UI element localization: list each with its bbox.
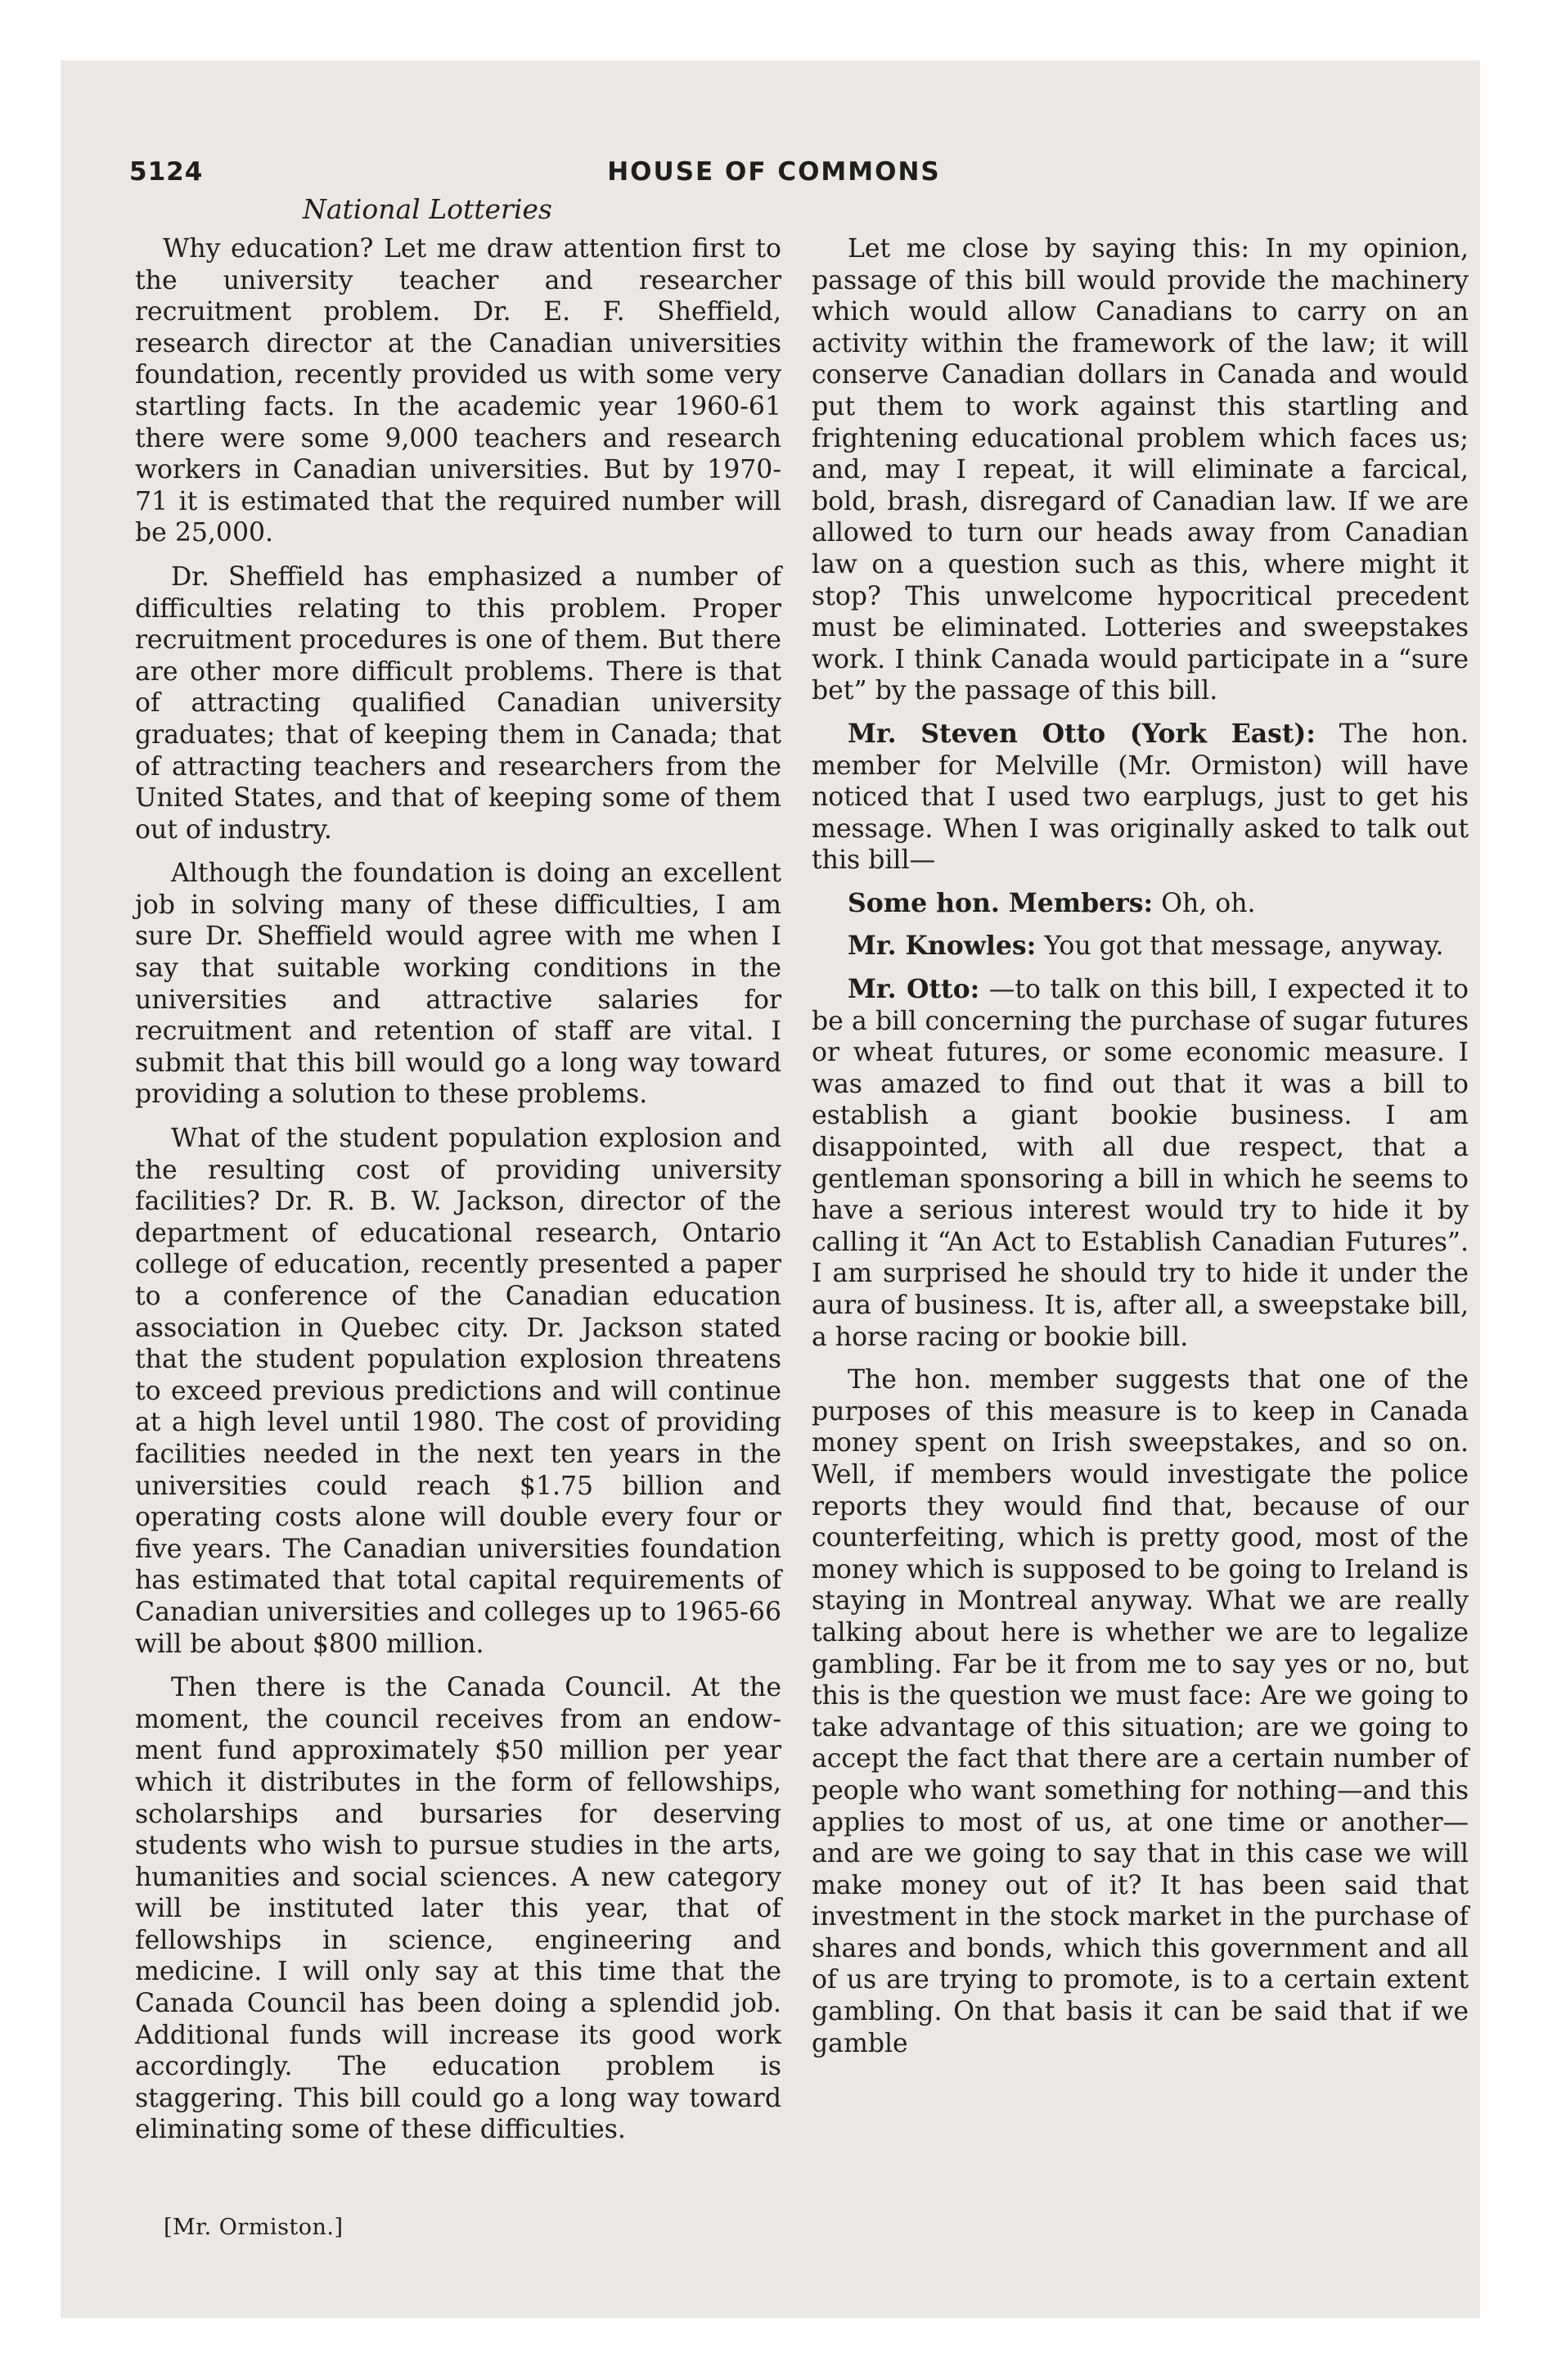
paragraph: Let me close by saying this: In my opinion, passage of this bill would provide the machinery which would allow Canadians to carry on an activity within the framework of the law; it will conserve Canadian dollars in Canada and would put them to work against this startling and frightening educational problem which faces us; and, may I repeat, it will eliminate a farcical, bold, brash, disregard of Canadian law. If we are allowed to turn our heads away from Canadian law on a question such as this, where might it stop? This unwelcome hypocritical precedent must be eliminated. Lotteries and sweepstakes work. I think Canada would participate in a “sure bet” by the passage of this bill.	[812, 234, 1469, 706]
paragraph: What of the student population explosion and the resulting cost of providing university facilities? Dr. R. B. W. Jackson, director of the department of educational research, Ontario college of education, recently presented a paper to a conference of the Canadian education association in Quebec city. Dr. Jackson stated that the student population explosion threatens to exceed previous predictions and will continue at a high level until 1980. The cost of providing facilities needed in the next ten years in the universities could reach $1.75 billion and operating costs alone will double every four or five years. The Canadian universities foundation has estimated that total capital requirements of Canadian universities and colleges up to 1965-66 will be about $800 million.	[135, 1124, 781, 1659]
speech-text: The hon. member for Melville (Mr. Ormiston) will have noticed that I used two earplugs, just to get his message. When I was originally asked to talk out this bill—	[812, 719, 1469, 876]
speech-paragraph	[812, 931, 1469, 962]
speech-paragraph	[812, 719, 1469, 877]
paragraph: Then there is the Canada Council. At the moment, the council receives from an endowment fund approximately $50 million per year which it distributes in the form of fellowships, scholarships and bursaries for deserving students who wish to pursue studies in the arts, humanities and social sciences. A new category will be instituted later this year, that of fellowships in science, engineering and medicine. I will only say at this time that the Canada Council has been doing a splendid job. Additional funds will increase its good work accordingly. The education problem is staggering. This bill could go a long way toward eliminating some of these difficulties.	[135, 1673, 781, 2145]
speech-paragraph	[812, 974, 1469, 1353]
left-column	[135, 233, 781, 2158]
paragraph: Why education? Let me draw attention first to the university teacher and researcher recruitment problem. Dr. E. F. Sheffield, research director at the Canadian universities foundation, recently provided us with some very startling facts. In the academic year 1960-61 there were some 9,000 teachers and research workers in Canadian universities. But by 1970-71 it is estimated that the required number will be 25,000.	[135, 234, 781, 548]
paragraph: Although the foundation is doing an excellent job in solving many of these difficulties, I am sure Dr. Sheffield would agree with me when I say that suitable working conditions in the universities and attractive salaries for recruitment and retention of staff are vital. I submit that this bill would go a long way toward providing a solution to these problems.	[135, 859, 781, 1110]
speech-text: You got that message, anyway.	[1044, 931, 1444, 962]
speaker-footer-tag: [Mr. Ormiston.]	[164, 2215, 344, 2240]
speaker-name: Mr. Knowles:	[848, 931, 1037, 962]
speaker-name: Mr. Otto:	[848, 974, 980, 1005]
paragraph: The hon. member suggests that one of the purposes of this measure is to keep in Canada money spent on Irish sweepstakes, and so on. Well, if members would investigate the police reports they would find that, because of our counterfeiting, which is pretty good, most of the money which is supposed to be going to Ireland is staying in Montreal anyway. What we are really talking about here is whether we are to legalize gambling. Far be it from me to say yes or no, but this is the question we must face: Are we going to take advantage of this situation; are we going to accept the fact that there are a certain number of people who want something for nothing—and this applies to most of us, at one time or another— and are we going to say that in this case we will make money out of it? It has been said that investment in the stock market in the purchase of shares and bonds, which this government and all of us are trying to promote, is to a certain extent gambling. On that basis it can be said that if we gamble	[812, 1365, 1469, 2058]
running-head: HOUSE OF COMMONS	[607, 157, 941, 187]
section-title: National Lotteries	[303, 193, 552, 225]
paragraph: Dr. Sheffield has emphasized a number of difficulties relating to this problem. Proper recruitment procedures is one of them. But there are other more difficult problems. There is that of attracting qualified Canadian university graduates; that of keeping them in Canada; that of attracting teachers and researchers from the United States, and that of keeping some of them out of industry.	[135, 561, 781, 845]
speech-text: Oh, oh.	[1161, 888, 1256, 918]
speech-text: —to talk on this bill, I expected it to be a bill concerning the purchase of sugar futures or wheat futures, or some economic measure. I was amazed to find out that it was a bill to establish a giant bookie business. I am disappointed, with all due respect, that a gentleman sponsoring a bill in which he seems to have a serious interest would try to hide it by calling it “An Act to Establish Canadian Futures”. I am surprised he should try to hide it under the aura of business. It is, after all, a sweepstake bill, a horse racing or bookie bill.	[812, 975, 1469, 1352]
speech-paragraph	[812, 888, 1469, 920]
page-number: 5124	[129, 157, 204, 187]
speaker-name: Some hon. Members:	[848, 887, 1154, 918]
speaker-name: Mr. Steven Otto (York East):	[848, 718, 1316, 749]
right-column	[812, 233, 1469, 2071]
